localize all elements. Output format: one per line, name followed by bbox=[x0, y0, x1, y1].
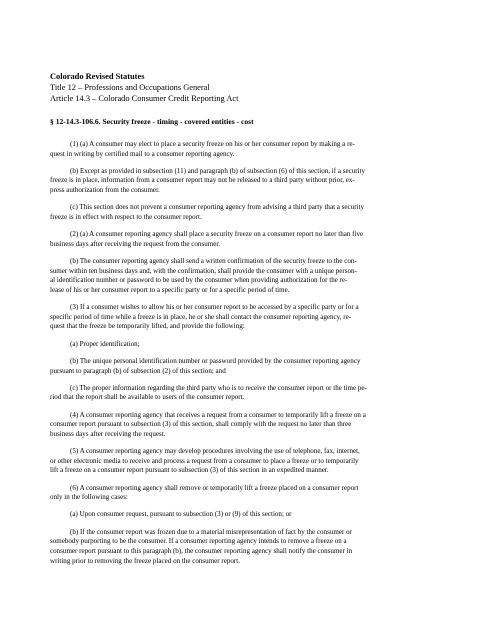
paragraph-line: (c) The proper information regarding the third party who is to receive the consumer report or the time pe- bbox=[70, 383, 367, 392]
statutes-title: Colorado Revised Statutes bbox=[50, 72, 145, 81]
paragraph-line: lease of his or her consumer report to a specific party or for a specific period of time. bbox=[50, 285, 290, 294]
statute-paragraph bbox=[50, 203, 450, 222]
paragraph-line: (c) This section does not prevent a consumer reporting agency from advising a third party that a security bbox=[70, 203, 364, 212]
paragraph-line: or other electronic media to receive and process a request from a consumer to place a freeze or to temporarily bbox=[50, 456, 359, 465]
paragraph-line: freeze is in effect with respect to the consumer report. bbox=[50, 212, 202, 221]
paragraph-line: (b) If the consumer report was frozen due to a material misrepresentation of fact by the consumer or bbox=[70, 527, 352, 536]
paragraph-line: sumer within ten business days and, with the confirmation, shall provide the consumer with a unique person- bbox=[50, 266, 357, 275]
statute-paragraph bbox=[50, 447, 450, 476]
document-page bbox=[50, 71, 450, 574]
paragraph-line: quest in writing by certified mail to a consumer reporting agency. bbox=[50, 149, 235, 158]
statute-paragraph bbox=[50, 257, 450, 295]
statute-paragraph bbox=[50, 484, 450, 503]
paragraph-line: business days after receiving the request from the consumer. bbox=[50, 239, 221, 248]
statute-paragraph bbox=[50, 384, 450, 403]
document-header bbox=[50, 71, 450, 104]
paragraph-line: press authorization from the consumer. bbox=[50, 186, 160, 195]
paragraph-line: writing prior to removing the freeze placed on the consumer report. bbox=[50, 556, 241, 565]
paragraph-line: (b) The unique personal identification number or password provided by the consumer reporting agency bbox=[70, 356, 361, 365]
paragraph-line: consumer report pursuant to this paragraph (b), the consumer reporting agency shall notify the consumer in bbox=[50, 546, 353, 555]
section-heading: § 12-14.3-106.6. Security freeze - timing - covered entities - cost bbox=[50, 117, 254, 126]
paragraph-line: lift a freeze on a consumer report pursuant to subsection (3) of this section in an expedited manner. bbox=[50, 466, 329, 475]
paragraph-line: al identification number or password to be used by the consumer when providing authorization for the re- bbox=[50, 276, 348, 285]
paragraph-line: specific period of time while a freeze is in place, he or she shall contact the consumer reporting agency, re- bbox=[50, 312, 352, 321]
paragraph-line: (b) The consumer reporting agency shall send a written confirmation of the security freeze to the con- bbox=[70, 257, 357, 266]
paragraph-line: (6) A consumer reporting agency shall remove or temporarily lift a freeze placed on a consumer report bbox=[70, 483, 359, 492]
paragraph-line: pursuant to paragraph (b) of subsection (2) of this section; and bbox=[50, 366, 226, 375]
paragraph-line: (a) Proper identification; bbox=[70, 339, 140, 348]
paragraph-line: consumer report pursuant to subsection (3) of this section, shall comply with the request no later than three bbox=[50, 420, 352, 429]
statute-paragraph bbox=[50, 528, 450, 566]
paragraph-line: (2) (a) A consumer reporting agency shall place a security freeze on a consumer report no later than five bbox=[70, 230, 364, 239]
article-line: Article 14.3 – Colorado Consumer Credit Reporting Act bbox=[50, 94, 239, 103]
paragraph-line: (5) A consumer reporting agency may develop procedures involving the use of telephone, fax, internet, bbox=[70, 447, 360, 456]
paragraph-line: somebody purporting to be the consumer. If a consumer reporting agency intends to remove a freeze on a bbox=[50, 537, 347, 546]
statute-body bbox=[50, 140, 450, 566]
paragraph-line: (3) If a consumer wishes to allow his or her consumer report to be accessed by a specific party or for a bbox=[70, 303, 359, 312]
statute-paragraph bbox=[50, 303, 450, 332]
statute-paragraph bbox=[50, 167, 450, 196]
title-line: Title 12 – Professions and Occupations General bbox=[50, 83, 210, 92]
paragraph-line: riod that the report shall be available to users of the consumer report. bbox=[50, 393, 245, 402]
paragraph-line: quest that the freeze be temporarily lifted, and provide the following: bbox=[50, 322, 245, 331]
paragraph-line: only in the following cases: bbox=[50, 493, 128, 502]
paragraph-line: (a) Upon consumer request, pursuant to subsection (3) or (9) of this section; or bbox=[70, 510, 292, 519]
paragraph-line: (4) A consumer reporting agency that receives a request from a consumer to temporarily lift a freeze on a bbox=[70, 410, 366, 419]
statute-paragraph bbox=[50, 411, 450, 440]
statute-paragraph bbox=[50, 357, 450, 376]
paragraph-line: (b) Except as provided in subsection (11) and paragraph (b) of subsection (6) of this section, if a security bbox=[70, 166, 366, 175]
paragraph-line: business days after receiving the request. bbox=[50, 429, 166, 438]
statute-paragraph bbox=[50, 230, 450, 249]
paragraph-line: (1) (a) A consumer may elect to place a security freeze on his or her consumer report by making a re- bbox=[70, 140, 355, 148]
statute-paragraph bbox=[50, 510, 450, 520]
statute-paragraph bbox=[50, 140, 450, 159]
statute-paragraph bbox=[50, 340, 450, 350]
paragraph-line: freeze is in place, information from a consumer report may not be released to a third party without prior, ex- bbox=[50, 176, 355, 185]
